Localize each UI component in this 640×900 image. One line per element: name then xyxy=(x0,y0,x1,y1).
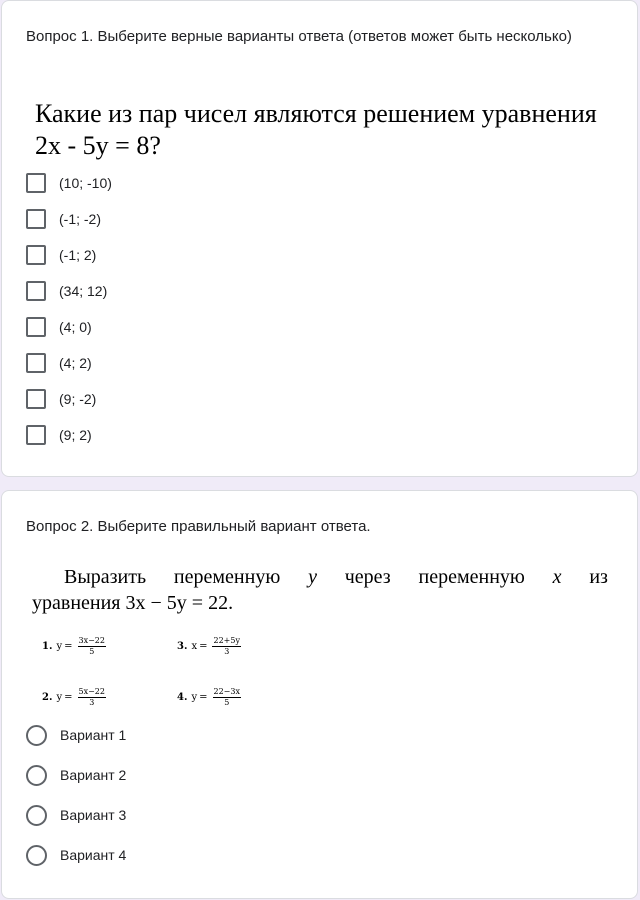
formula-2: 2. y = $\frac{5x-22}{3}$ xyxy=(42,687,105,707)
formula-denominator: 3 xyxy=(89,698,95,707)
question-1-title: Вопрос 1. Выберите верные варианты ответа (ответов может быть несколько) xyxy=(26,28,572,45)
question-2-image-line-1 xyxy=(32,564,608,590)
checkbox-option-3[interactable] xyxy=(26,244,96,266)
checkbox-option-4[interactable] xyxy=(26,280,107,302)
radio-option-2[interactable] xyxy=(26,764,126,786)
formula-numerator: 3x−22 xyxy=(78,636,105,645)
option-label: Вариант 2 xyxy=(60,767,127,783)
question-1-image-line-1: Какие из пар чисел являются решением уравнения xyxy=(35,99,597,128)
option-label: (4; 0) xyxy=(59,319,92,335)
option-label: (9; 2) xyxy=(59,427,92,443)
option-label: Вариант 3 xyxy=(60,807,127,823)
formula-lhs: y xyxy=(56,692,63,703)
radio-option-1[interactable] xyxy=(26,724,126,746)
checkbox-option-7[interactable] xyxy=(26,388,96,410)
option-label: (-1; 2) xyxy=(59,247,97,263)
question-1-image-line-2: 2x - 5y = 8? xyxy=(35,131,161,160)
radio-option-3[interactable] xyxy=(26,804,126,826)
radio-button[interactable] xyxy=(26,805,47,826)
radio-button[interactable] xyxy=(26,845,47,866)
checkbox-option-6[interactable] xyxy=(26,352,92,374)
checkbox[interactable] xyxy=(26,389,46,409)
formula-3: 3. x = $\frac{22+5y}{3}$ xyxy=(177,636,240,656)
question-card-2 xyxy=(1,490,638,899)
formula-numerator: 5x−22 xyxy=(78,687,105,696)
checkbox[interactable] xyxy=(26,173,46,193)
radio-button[interactable] xyxy=(26,725,47,746)
formula-number: 4. xyxy=(177,692,188,703)
checkbox-option-5[interactable] xyxy=(26,316,92,338)
image-word: переменную xyxy=(173,566,281,588)
option-label: Вариант 4 xyxy=(60,847,127,863)
formula-numerator: 22+5y xyxy=(213,636,240,645)
checkbox[interactable] xyxy=(26,281,46,301)
question-2-image-line-2: уравнения 3x − 5y = 22. xyxy=(32,592,234,614)
checkbox-option-2[interactable] xyxy=(26,208,101,230)
option-label: (9; -2) xyxy=(59,391,97,407)
formula-4: 4. y = $\frac{22-3x}{5}$ xyxy=(177,687,240,707)
radio-button[interactable] xyxy=(26,765,47,786)
formula-numerator: 22−3x xyxy=(213,687,240,696)
image-word: x xyxy=(552,566,562,588)
checkbox[interactable] xyxy=(26,353,46,373)
checkbox[interactable] xyxy=(26,245,46,265)
formula-lhs: y xyxy=(56,641,63,652)
checkbox[interactable] xyxy=(26,317,46,337)
formula-1: 1. y = $\frac{3x-22}{5}$ xyxy=(42,636,105,656)
image-word: y xyxy=(308,566,317,588)
radio-option-4[interactable] xyxy=(26,844,126,866)
image-word: Выразить xyxy=(64,566,147,588)
option-label: Вариант 1 xyxy=(60,727,127,743)
formula-number: 2. xyxy=(42,692,53,703)
option-label: (10; -10) xyxy=(59,175,112,191)
image-word: через xyxy=(344,566,391,588)
formula-denominator: 5 xyxy=(224,698,230,707)
option-label: (4; 2) xyxy=(59,355,92,371)
formula-denominator: 3 xyxy=(224,647,230,656)
checkbox[interactable] xyxy=(26,425,46,445)
image-word: из xyxy=(589,566,608,588)
formula-denominator: 5 xyxy=(89,647,95,656)
checkbox-option-1[interactable] xyxy=(26,172,112,194)
formula-number: 1. xyxy=(42,641,53,652)
option-label: (34; 12) xyxy=(59,283,108,299)
formula-lhs: y xyxy=(191,692,198,703)
checkbox-option-8[interactable] xyxy=(26,424,92,446)
checkbox[interactable] xyxy=(26,209,46,229)
option-label: (-1; -2) xyxy=(59,211,101,227)
formula-number: 3. xyxy=(177,641,188,652)
image-word: переменную xyxy=(418,566,525,588)
formula-lhs: x xyxy=(191,641,198,652)
question-card-1 xyxy=(1,0,638,477)
question-2-title: Вопрос 2. Выберите правильный вариант ответа. xyxy=(26,518,371,535)
